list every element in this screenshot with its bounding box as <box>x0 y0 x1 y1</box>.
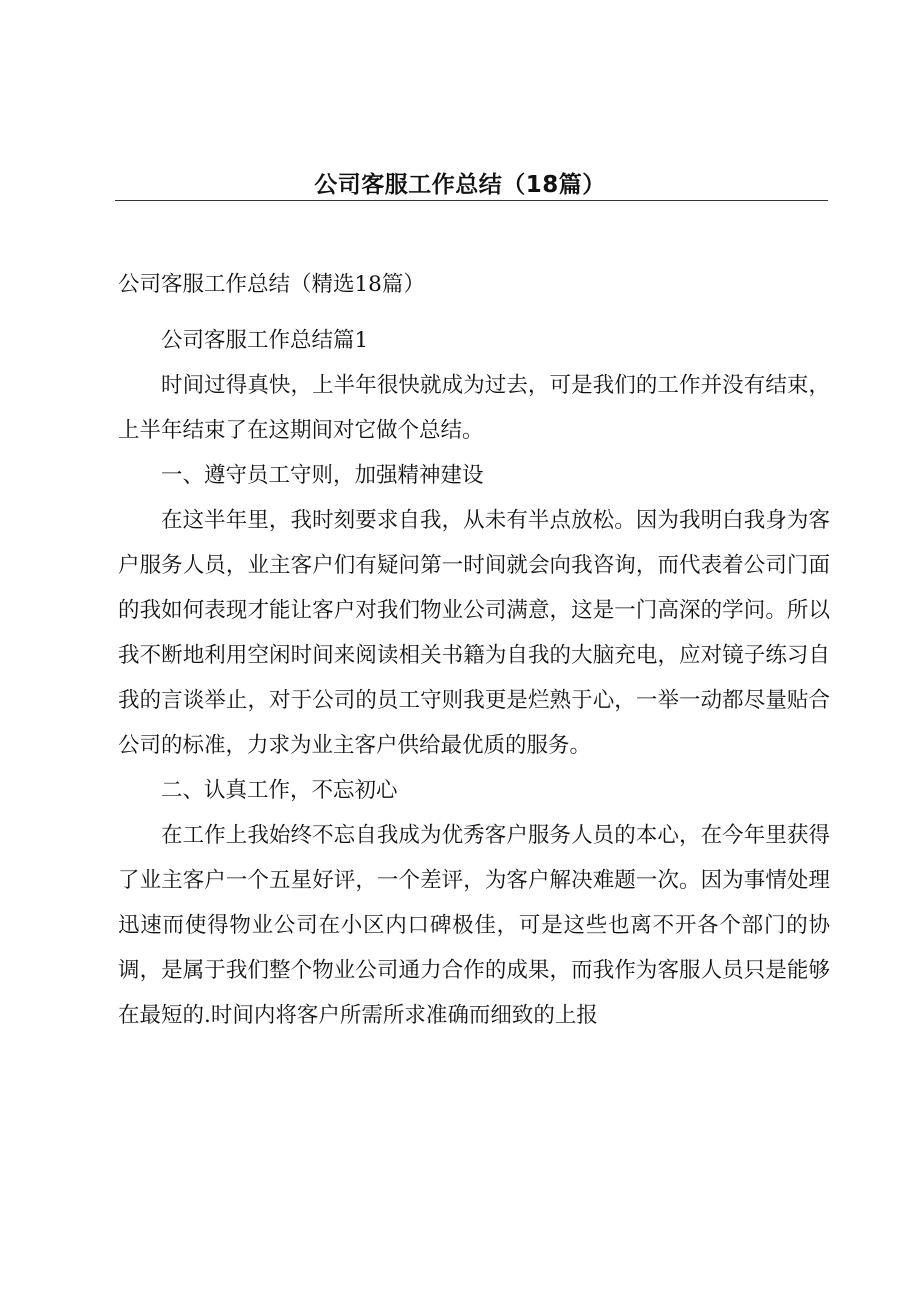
section-2-paragraph: 在工作上我始终不忘自我成为优秀客户服务人员的本心，在今年里获得了业主客户一个五星好评，一个差评，为客户解决难题一次。因为事情处理迅速而使得物业公司在小区内口碑极佳，可是这些也离不开各个部门的协调，是属于我们整个物业公司通力合作的成果，而我作为客服人员只是能够在最短的.时间内将客户所需所求准确而细致的上报 <box>118 823 830 1028</box>
section-1-heading: 一、遵守员工守则，加强精神建设 <box>161 463 484 488</box>
document-subtitle: 公司客服工作总结（精选18篇） <box>118 272 425 297</box>
document-title: 公司客服工作总结（18篇） <box>314 172 606 198</box>
title-underline <box>115 200 828 201</box>
chapter-heading: 公司客服工作总结篇1 <box>161 328 369 353</box>
document-body <box>118 270 830 1038</box>
section-2-heading: 二、认真工作，不忘初心 <box>161 778 398 803</box>
intro-paragraph: 时间过得真快，上半年很快就成为过去，可是我们的工作并没有结束，上半年结束了在这期间对它做个总结。 <box>118 373 830 443</box>
section-1-paragraph: 在这半年里，我时刻要求自我，从未有半点放松。因为我明白我身为客户服务人员，业主客户们有疑问第一时间就会向我咨询，而代表着公司门面的我如何表现才能让客户对我们物业公司满意，这是一门高深的学问。所以我不断地利用空闲时间来阅读相关书籍为自我的大脑充电，应对镜子练习自我的言谈举止，对于公司的员工守则我更是烂熟于心，一举一动都尽量贴合公司的标准，力求为业主客户供给最优质的服务。 <box>118 508 830 758</box>
